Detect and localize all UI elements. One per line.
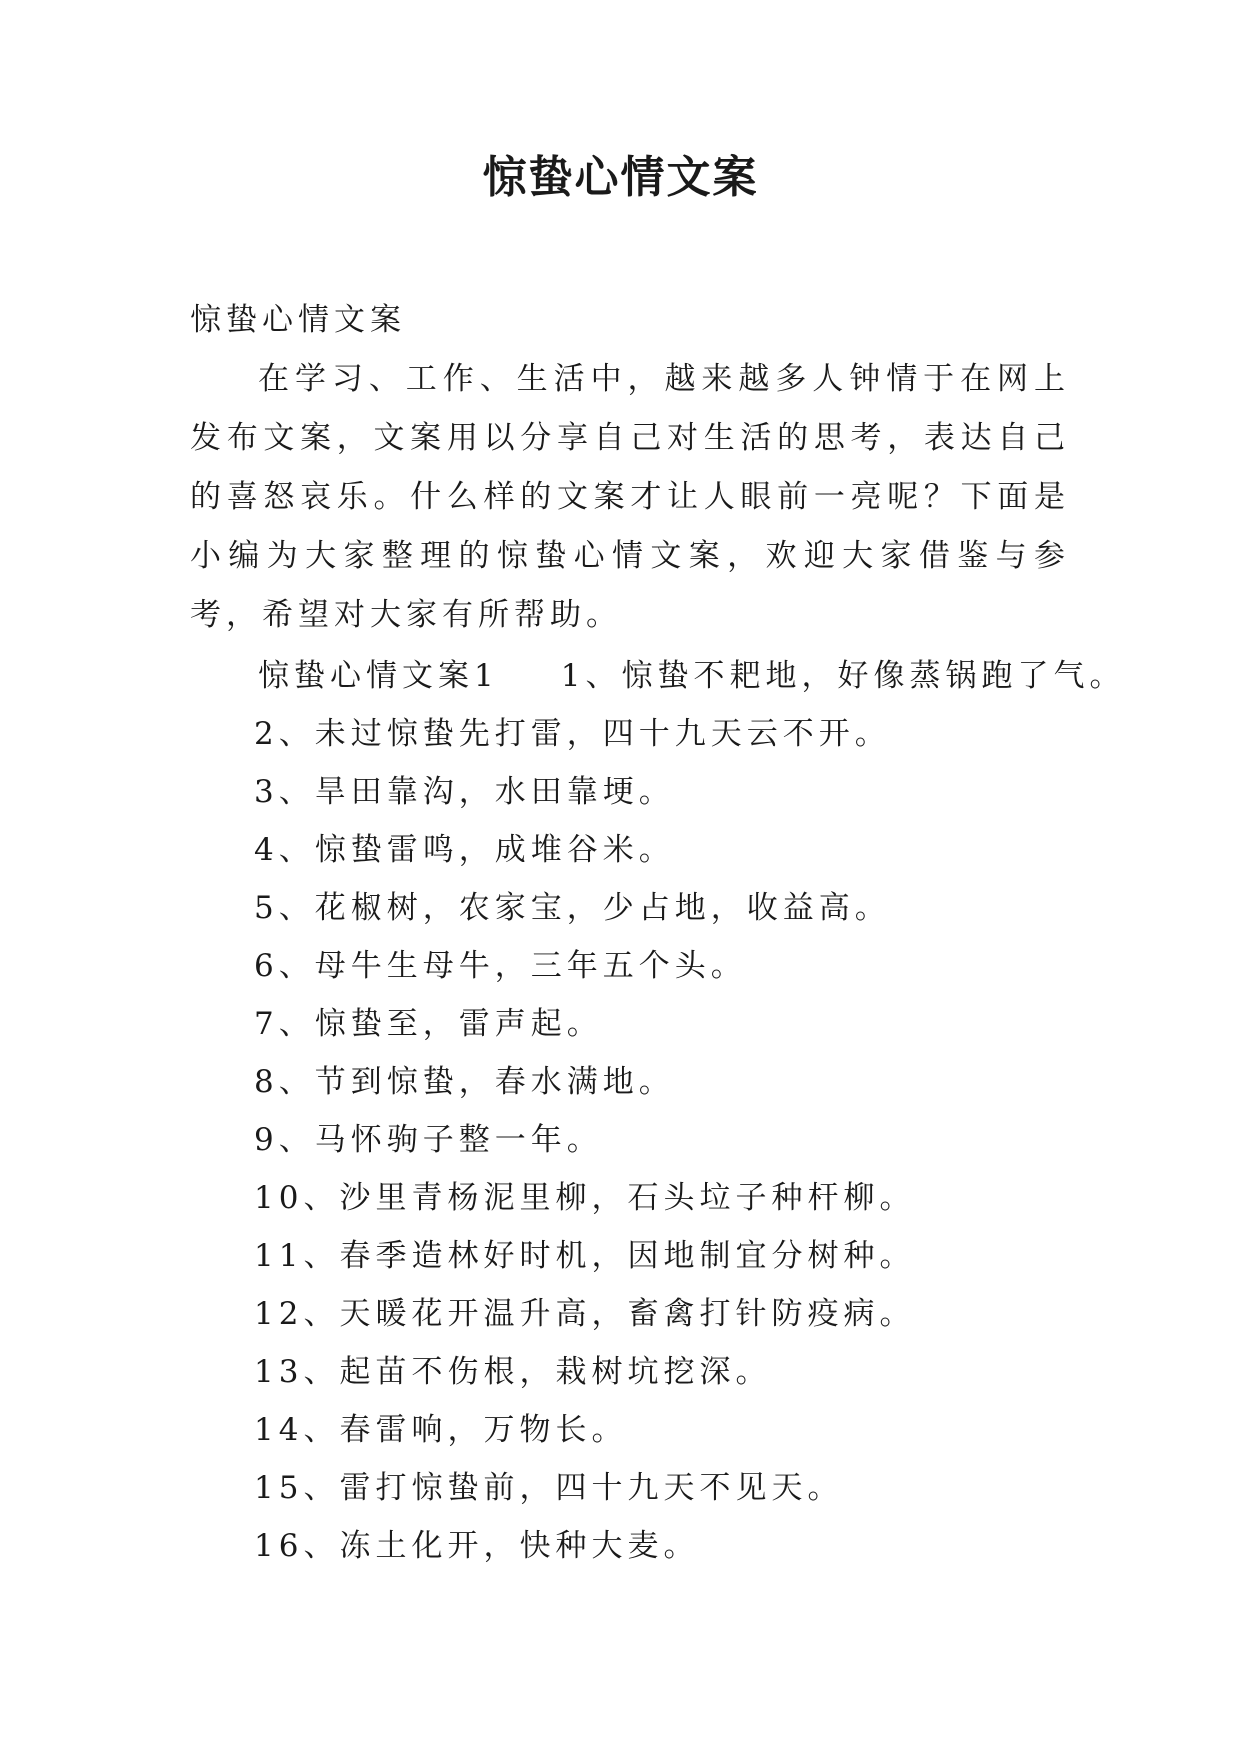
- list-item: 2、未过惊蛰先打雷，四十九天云不开。: [254, 716, 891, 752]
- list-item: 4、惊蛰雷鸣，成堆谷米。: [254, 832, 675, 868]
- subheading: 惊蛰心情文案: [190, 302, 406, 338]
- list-item: 15、雷打惊蛰前，四十九天不见天。: [254, 1470, 844, 1506]
- list-item: 14、春雷响，万物长。: [254, 1412, 628, 1448]
- list-item: 1、惊蛰不耙地，好像蒸锅跑了气。: [560, 658, 1126, 694]
- list-item: 5、花椒树，农家宝，少占地，收益高。: [254, 890, 891, 926]
- list-item: 10、沙里青杨泥里柳，石头垃子种杆柳。: [254, 1180, 916, 1216]
- section-line: [190, 647, 1126, 705]
- document-body: [190, 290, 1126, 1575]
- section-title: 惊蛰心情文案1: [258, 658, 499, 694]
- list-item: 6、母牛生母牛，三年五个头。: [254, 948, 747, 984]
- list-item: 11、春季造林好时机，因地制宜分树种。: [254, 1238, 916, 1274]
- list-item: 8、节到惊蛰，春水满地。: [254, 1064, 675, 1100]
- list-item: 3、旱田靠沟，水田靠埂。: [254, 774, 675, 810]
- list-item: 12、天暖花开温升高，畜禽打针防疫病。: [254, 1296, 916, 1332]
- intro-paragraph: 在学习、工作、生活中，越来越多人钟情于在网上发布文案，文案用以分享自己对生活的思考，表达自己的喜怒哀乐。什么样的文案才让人眼前一亮呢？下面是小编为大家整理的惊蛰心情文案，欢迎大家借鉴与参考，希望对大家有所帮助。: [190, 361, 1070, 633]
- list-item: 16、冻土化开，快种大麦。: [254, 1528, 700, 1564]
- list-item: 9、马怀驹子整一年。: [254, 1122, 603, 1158]
- list-item: 7、惊蛰至，雷声起。: [254, 1006, 603, 1042]
- document-title: 惊蛰心情文案: [482, 152, 759, 203]
- list-item: 13、起苗不伤根，栽树坑挖深。: [254, 1354, 772, 1390]
